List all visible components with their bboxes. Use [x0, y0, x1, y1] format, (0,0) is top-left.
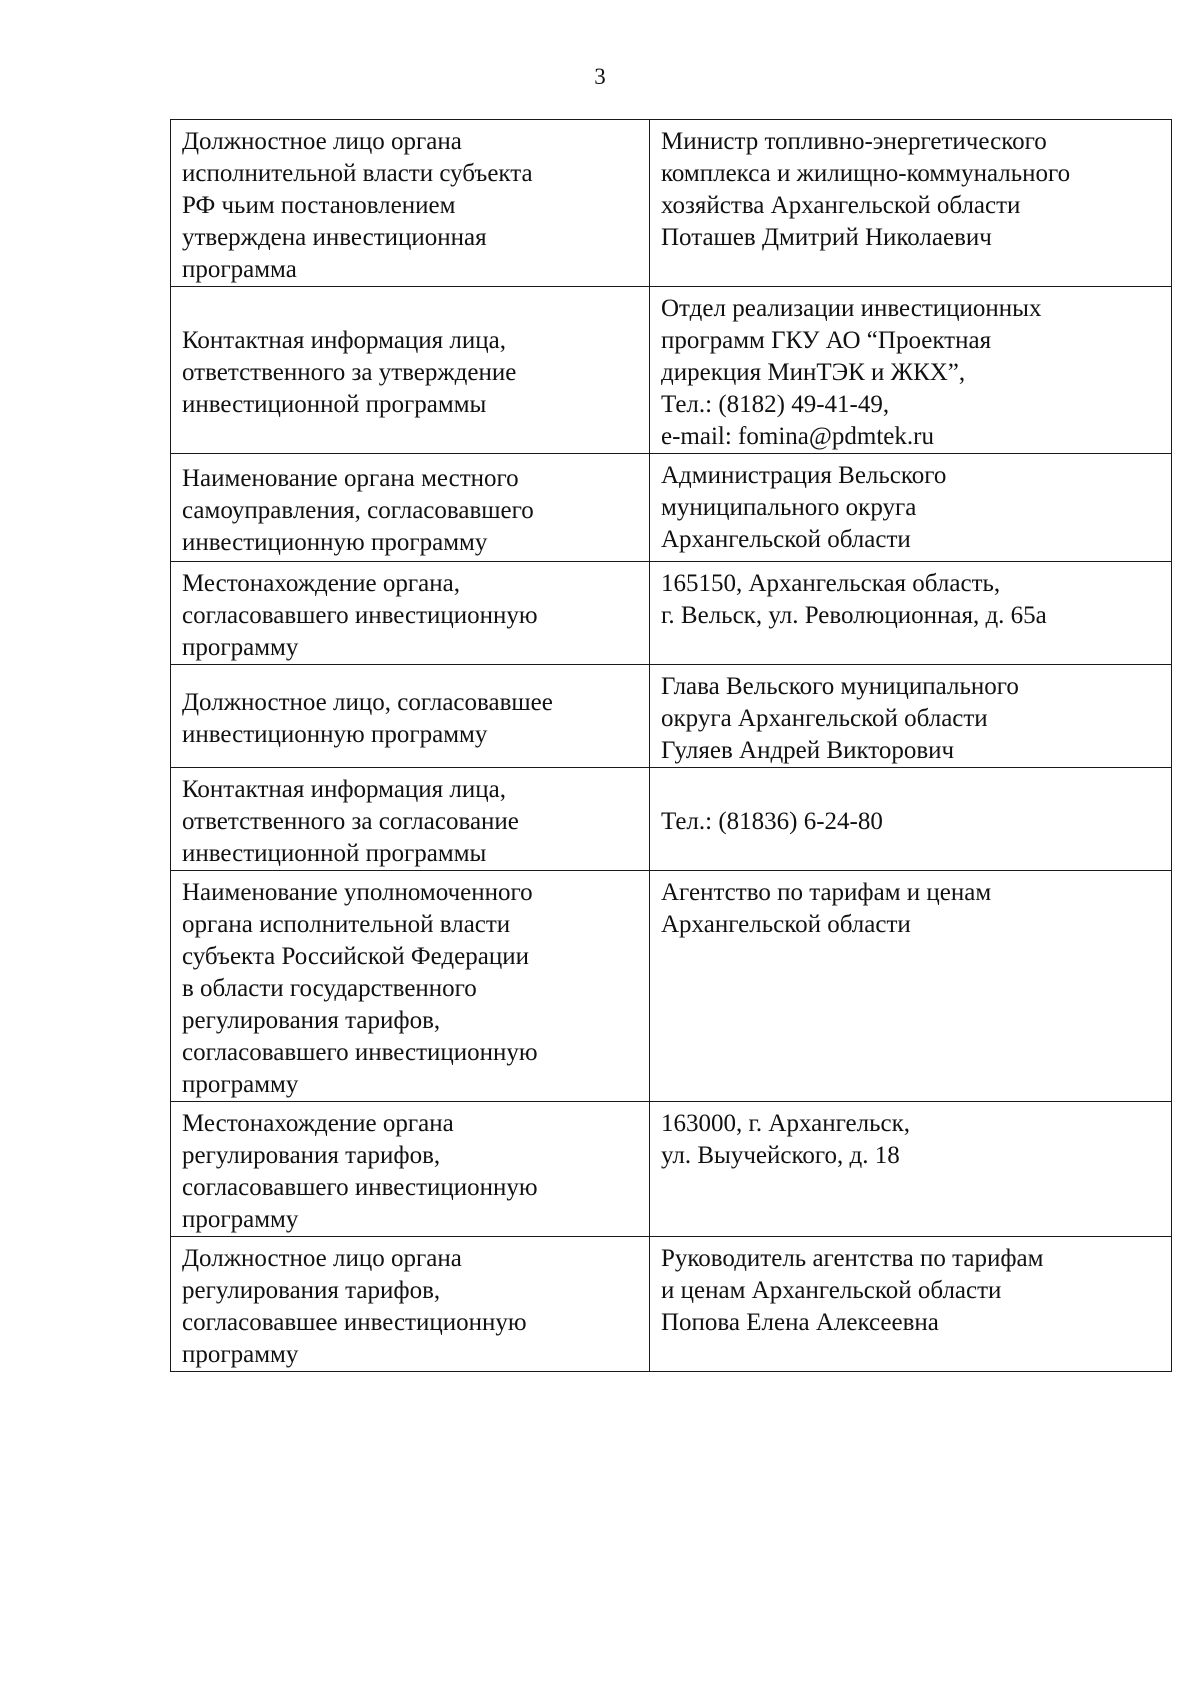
table-row: [171, 768, 1172, 871]
field-value-line: муниципального округа: [661, 494, 917, 521]
field-label-cell: [171, 120, 650, 287]
field-label-line: исполнительной власти субъекта: [182, 160, 533, 187]
field-value-line: комплекса и жилищно-коммунального: [661, 160, 1071, 187]
field-value-line: e-mail: fomina@pdmtek.ru: [661, 423, 934, 450]
field-label-line: программу: [182, 1206, 299, 1233]
field-label-line: самоуправления, согласовавшего: [182, 496, 534, 524]
field-label-cell: [171, 665, 650, 768]
field-label-line: регулирования тарифов,: [182, 1007, 441, 1034]
field-label-line: утверждена инвестиционная: [182, 224, 487, 251]
field-label-line: согласовавшего инвестиционную: [182, 602, 538, 629]
field-label-line: инвестиционной программы: [182, 840, 487, 867]
field-value-cell: [650, 562, 1172, 665]
field-label-line: программу: [182, 1341, 299, 1368]
field-value-line: Архангельской области: [661, 911, 911, 938]
field-label-line: согласовавшего инвестиционную: [182, 1039, 538, 1066]
field-value-cell: [650, 1237, 1172, 1372]
field-label-line: Должностное лицо органа: [182, 128, 462, 155]
field-label-line: программу: [182, 1071, 299, 1098]
field-label-line: Контактная информация лица,: [182, 776, 507, 803]
field-label-line: Местонахождение органа,: [182, 570, 460, 597]
field-label-line: ответственного за согласование: [182, 808, 519, 835]
field-value-cell: [650, 665, 1172, 768]
field-value-line: и ценам Архангельской области: [661, 1277, 1002, 1304]
field-label-line: программу: [182, 634, 299, 661]
field-value-line: Тел.: (81836) 6-24-80: [661, 808, 883, 835]
field-value-line: Архангельской области: [661, 526, 911, 553]
field-label-line: Наименование уполномоченного: [182, 879, 533, 906]
field-label-line: ответственного за утверждение: [182, 359, 517, 386]
field-label-line: инвестиционную программу: [182, 528, 488, 556]
table-row: [171, 120, 1172, 287]
field-label-line: Местонахождение органа: [182, 1110, 454, 1137]
table-row: [171, 287, 1172, 454]
field-value-line: Отдел реализации инвестиционных: [661, 295, 1042, 322]
info-table-body: [171, 120, 1172, 1372]
field-label-cell: [171, 1237, 650, 1372]
field-value-line: Тел.: (8182) 49-41-49,: [661, 391, 890, 418]
field-value-line: 163000, г. Архангельск,: [661, 1110, 911, 1137]
field-label-cell: [171, 287, 650, 454]
table-row: [171, 454, 1172, 562]
field-value-line: Министр топливно-энергетического: [661, 128, 1047, 155]
field-label-cell: [171, 454, 650, 562]
field-label-line: согласовавшего инвестиционную: [182, 1174, 538, 1201]
field-value-line: Глава Вельского муниципального: [661, 673, 1019, 700]
field-value-line: Руководитель агентства по тарифам: [661, 1245, 1044, 1272]
table-row: [171, 562, 1172, 665]
field-value-line: ул. Выучейского, д. 18: [661, 1142, 900, 1169]
field-label-line: в области государственного: [182, 975, 477, 1002]
info-table: [170, 119, 1172, 1372]
field-label-cell: [171, 562, 650, 665]
table-row: [171, 1237, 1172, 1372]
field-value-cell: [650, 1102, 1172, 1237]
field-label-line: органа исполнительной власти: [182, 911, 511, 938]
field-value-cell: [650, 287, 1172, 454]
field-label-line: согласовавшее инвестиционную: [182, 1309, 527, 1336]
field-value-cell: [650, 768, 1172, 871]
table-row: [171, 871, 1172, 1102]
table-row: [171, 1102, 1172, 1237]
field-value-line: Агентство по тарифам и ценам: [661, 879, 992, 906]
field-value-line: Попова Елена Алексеевна: [661, 1309, 939, 1336]
field-value-cell: [650, 454, 1172, 562]
field-label-line: регулирования тарифов,: [182, 1142, 441, 1169]
field-value-line: хозяйства Архангельской области: [661, 192, 1021, 219]
field-value-line: Поташев Дмитрий Николаевич: [661, 224, 992, 251]
field-value-line: округа Архангельской области: [661, 705, 988, 732]
field-label-cell: [171, 871, 650, 1102]
field-label-line: программа: [182, 256, 297, 283]
field-label-line: субъекта Российской Федерации: [182, 943, 529, 970]
field-label-cell: [171, 1102, 650, 1237]
field-value-line: г. Вельск, ул. Революционная, д. 65а: [661, 602, 1047, 629]
field-label-line: Наименование органа местного: [182, 464, 519, 492]
field-value-line: Гуляев Андрей Викторович: [661, 737, 955, 764]
field-value-line: 165150, Архангельская область,: [661, 570, 1001, 597]
field-value-line: дирекция МинТЭК и ЖКХ”,: [661, 359, 966, 386]
field-label-line: Должностное лицо, согласовавшее: [182, 689, 553, 716]
field-value-line: Администрация Вельского: [661, 462, 947, 489]
page-number: 3: [594, 64, 606, 89]
field-label-line: инвестиционную программу: [182, 721, 488, 748]
field-label-line: инвестиционной программы: [182, 391, 487, 418]
field-value-cell: [650, 871, 1172, 1102]
field-label-line: РФ чьим постановлением: [182, 192, 456, 219]
table-row: [171, 665, 1172, 768]
field-value-line: программ ГКУ АО “Проектная: [661, 327, 992, 354]
field-label-line: Должностное лицо органа: [182, 1245, 462, 1272]
field-label-line: Контактная информация лица,: [182, 327, 507, 354]
field-value-cell: [650, 120, 1172, 287]
field-label-line: регулирования тарифов,: [182, 1277, 441, 1304]
field-label-cell: [171, 768, 650, 871]
